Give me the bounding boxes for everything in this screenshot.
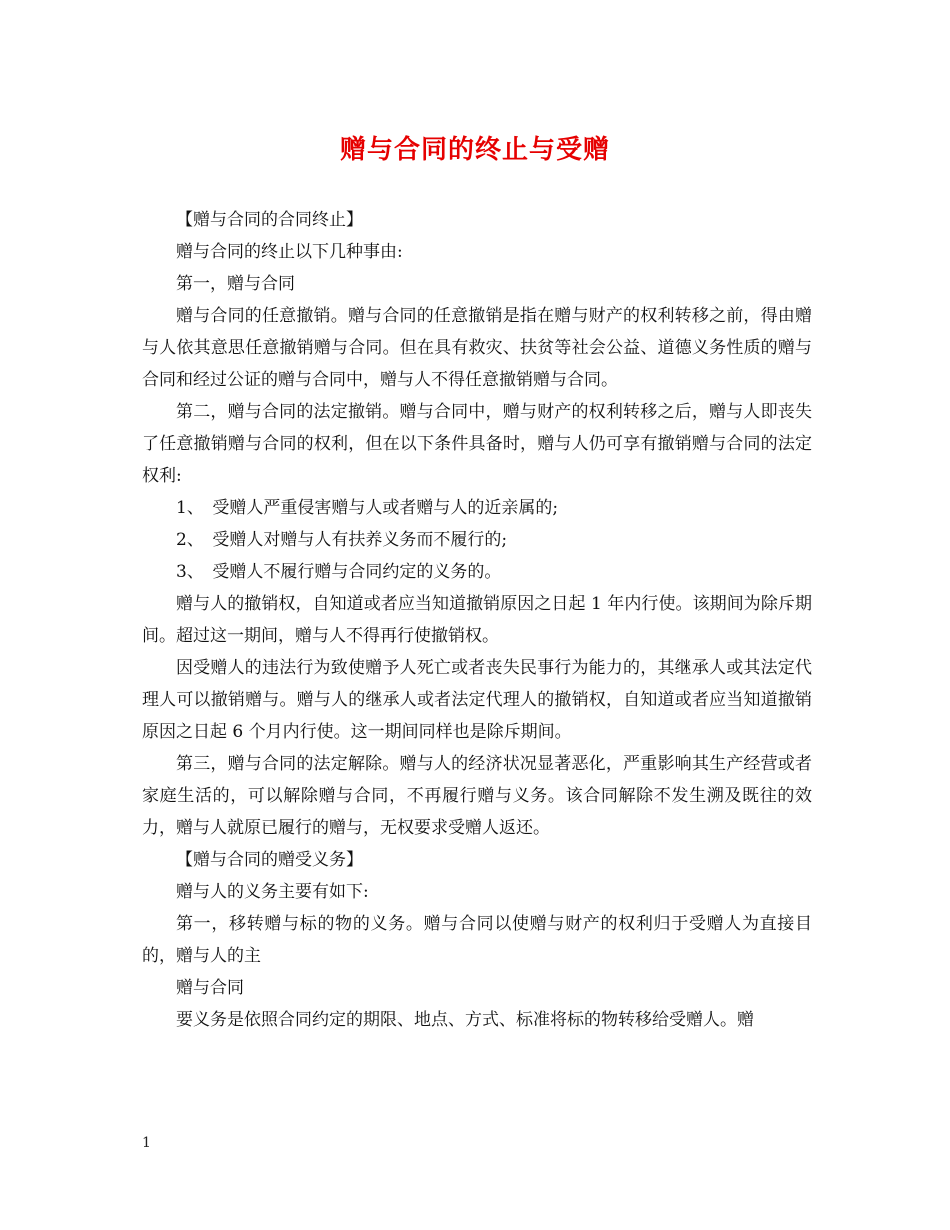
list-item: 3、 受赠人不履行赠与合同约定的义务的。 (176, 562, 502, 582)
document-title: 赠与合同的终止与受赠 (339, 135, 610, 165)
section-heading-termination: 【赠与合同的合同终止】 (176, 210, 363, 230)
paragraph: 因受赠人的违法行为致使赠予人死亡或者丧失民事行为能力的，其继承人或其法定代理人可以撤销赠与。赠与人的继承人或者法定代理人的撤销权，自知道或者应当知道撤销原因之日起 6 个月内行使。这一期间同样也是除斥期间。 (142, 658, 812, 742)
section-heading-obligations: 【赠与合同的赠受义务】 (176, 850, 363, 870)
list-item: 1、 受赠人严重侵害赠与人或者赠与人的近亲属的; (176, 498, 559, 518)
paragraph: 赠与合同 (176, 978, 244, 998)
list-item: 2、 受赠人对赠与人有扶养义务而不履行的; (176, 530, 508, 550)
paragraph: 第一，移转赠与标的物的义务。赠与合同以使赠与财产的权利归于受赠人为直接目的，赠与人的主 (142, 914, 812, 966)
document-body (142, 204, 812, 1036)
paragraph: 赠与合同的任意撤销。赠与合同的任意撤销是指在赠与财产的权利转移之前，得由赠与人依其意思任意撤销赠与合同。但在具有救灾、扶贫等社会公益、道德义务性质的赠与合同和经过公证的赠与合同中，赠与人不得任意撤销赠与合同。 (142, 306, 812, 390)
page-number: 1 (142, 1135, 151, 1151)
paragraph: 赠与人的撤销权，自知道或者应当知道撤销原因之日起 1 年内行使。该期间为除斥期间。超过这一期间，赠与人不得再行使撤销权。 (142, 594, 812, 646)
paragraph: 第二，赠与合同的法定撤销。赠与合同中，赠与财产的权利转移之后，赠与人即丧失了任意撤销赠与合同的权利，但在以下条件具备时，赠与人仍可享有撤销赠与合同的法定权利: (142, 402, 812, 486)
paragraph: 第一，赠与合同 (176, 274, 295, 294)
paragraph: 第三，赠与合同的法定解除。赠与人的经济状况显著恶化，严重影响其生产经营或者家庭生活的，可以解除赠与合同，不再履行赠与义务。该合同解除不发生溯及既往的效力，赠与人就原已履行的赠与，无权要求受赠人返还。 (142, 754, 812, 838)
paragraph: 要义务是依照合同约定的期限、地点、方式、标准将标的物转移给受赠人。赠 (176, 1010, 754, 1030)
paragraph: 赠与合同的终止以下几种事由: (176, 242, 403, 262)
paragraph: 赠与人的义务主要有如下: (176, 882, 369, 902)
